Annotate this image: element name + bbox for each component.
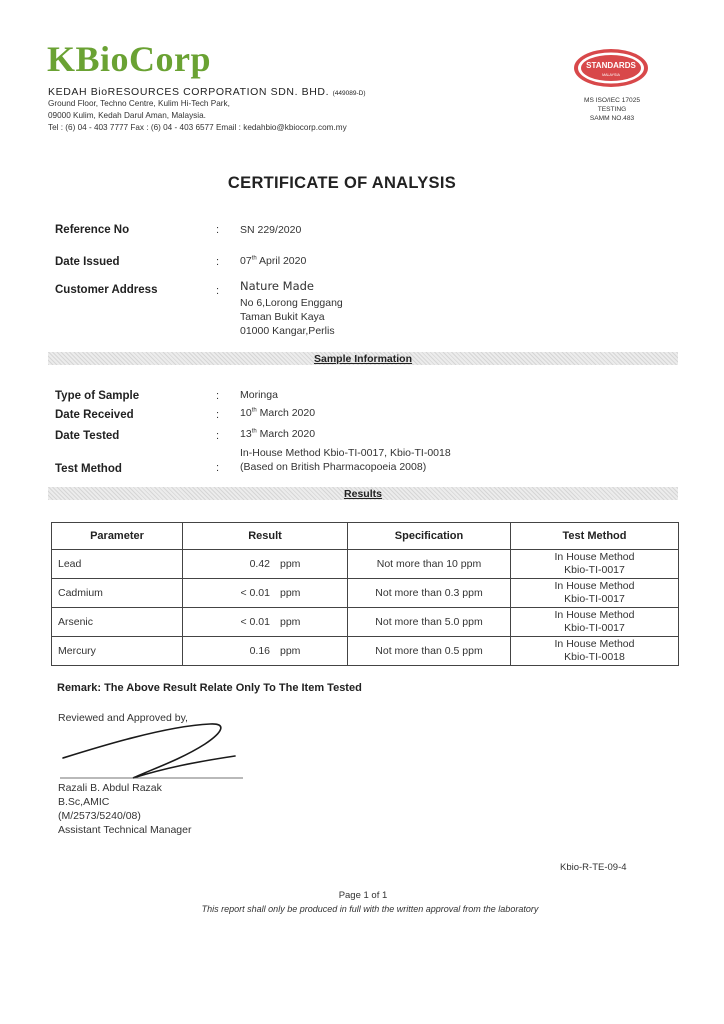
cell-test-method — [511, 579, 679, 608]
result-value: < 0.01 — [240, 587, 270, 599]
method-line-1: In House Method — [554, 638, 635, 650]
remark-text: Remark: The Above Result Relate Only To The Item Tested — [57, 682, 362, 694]
date-suffix: th — [251, 255, 257, 262]
address-line-1: Ground Floor, Techno Centre, Kulim Hi-Tech Park, — [48, 99, 230, 108]
page-number: Page 1 of 1 — [338, 890, 388, 901]
document-title: CERTIFICATE OF ANALYSIS — [227, 174, 457, 192]
cell-result — [183, 579, 348, 608]
result-unit: ppm — [280, 616, 301, 628]
customer-address-2: Taman Bukit Kaya — [240, 311, 325, 323]
standards-malaysia-seal — [573, 48, 649, 88]
date-issued-label: Date Issued — [55, 256, 120, 268]
cell-specification: Not more than 0.5 ppm — [348, 637, 511, 666]
colon: : — [216, 224, 220, 236]
table-header-row — [52, 523, 679, 550]
date-received-label: Date Received — [55, 409, 134, 421]
reference-label: Reference No — [55, 224, 130, 236]
cell-test-method — [511, 637, 679, 666]
signature — [55, 718, 250, 783]
date-tested-value — [240, 428, 315, 440]
method-line-2: Kbio-TI-0017 — [564, 622, 625, 634]
company-reg-number: (449089-D) — [332, 90, 366, 97]
date-suffix: th — [251, 428, 257, 435]
disclaimer: This report shall only be produced in full with the written approval from the laboratory — [201, 904, 539, 914]
approver-position: Assistant Technical Manager — [58, 824, 192, 836]
date-received-value — [240, 407, 315, 419]
cell-parameter: Mercury — [52, 637, 183, 666]
test-method-line-1: In-House Method Kbio-TI-0017, Kbio-TI-0018 — [240, 447, 451, 459]
address-line-2: 09000 Kulim, Kedah Darul Aman, Malaysia. — [48, 111, 206, 120]
header-parameter: Parameter — [52, 523, 183, 550]
date-day: 07 — [240, 255, 252, 267]
results-title: Results — [344, 488, 382, 500]
company-name — [48, 86, 366, 98]
colon: : — [216, 256, 220, 268]
method-line-1: In House Method — [554, 551, 635, 563]
accreditation-line-3: SAMM NO.483 — [589, 115, 635, 122]
method-line-2: Kbio-TI-0017 — [564, 593, 625, 605]
customer-address-3: 01000 Kangar,Perlis — [240, 325, 335, 337]
result-value: < 0.01 — [240, 616, 270, 628]
table-row — [52, 550, 679, 579]
result-value: 0.16 — [249, 645, 270, 657]
sample-type-label: Type of Sample — [55, 390, 140, 402]
header-specification: Specification — [348, 523, 511, 550]
cell-result — [183, 608, 348, 637]
sample-type-value: Moringa — [240, 389, 278, 401]
date-day: 13 — [240, 428, 252, 440]
colon: : — [216, 462, 220, 474]
cell-test-method — [511, 550, 679, 579]
cell-parameter: Arsenic — [52, 608, 183, 637]
method-line-2: Kbio-TI-0018 — [564, 651, 625, 663]
reviewed-by-label: Reviewed and Approved by, — [58, 712, 188, 724]
approver-qualification: B.Sc,AMIC — [58, 796, 110, 808]
result-unit: ppm — [280, 645, 301, 657]
test-method-label: Test Method — [55, 463, 122, 475]
cell-specification: Not more than 0.3 ppm — [348, 579, 511, 608]
header-result: Result — [183, 523, 348, 550]
company-name-text: KEDAH BioRESOURCES CORPORATION SDN. BHD. — [48, 86, 330, 98]
date-day: 10 — [240, 407, 252, 419]
method-line-1: In House Method — [554, 609, 635, 621]
colon: : — [216, 430, 220, 442]
date-issued-value — [240, 255, 306, 267]
colon: : — [216, 409, 220, 421]
seal-sub-text: MALAYSIA — [602, 73, 620, 77]
accreditation-line-2: TESTING — [597, 106, 627, 113]
date-tested-label: Date Tested — [55, 430, 120, 442]
date-rest: April 2020 — [256, 255, 307, 267]
form-code: Kbio-R-TE-09-4 — [560, 862, 627, 873]
cell-result — [183, 637, 348, 666]
sample-info-title: Sample Information — [313, 353, 412, 365]
date-rest: March 2020 — [256, 428, 316, 440]
cell-parameter: Cadmium — [52, 579, 183, 608]
cell-specification: Not more than 10 ppm — [348, 550, 511, 579]
seal-top-text: STANDARDS — [586, 61, 636, 70]
approver-registration: (M/2573/5240/08) — [58, 810, 141, 822]
date-suffix: th — [251, 407, 257, 414]
result-value: 0.42 — [249, 558, 270, 570]
cell-specification: Not more than 5.0 ppm — [348, 608, 511, 637]
results-table — [51, 522, 679, 666]
approver-name: Razali B. Abdul Razak — [58, 782, 162, 794]
cell-test-method — [511, 608, 679, 637]
colon: : — [216, 285, 220, 297]
cell-parameter: Lead — [52, 550, 183, 579]
reference-value: SN 229/2020 — [240, 224, 302, 236]
company-logo: KBioCorp — [47, 39, 212, 79]
customer-address-label: Customer Address — [55, 284, 158, 296]
header-test-method: Test Method — [511, 523, 679, 550]
accreditation-line-1: MS ISO/IEC 17025 — [583, 97, 641, 104]
result-unit: ppm — [280, 587, 301, 599]
method-line-2: Kbio-TI-0017 — [564, 564, 625, 576]
customer-name: Nature Made — [240, 279, 314, 293]
table-row — [52, 608, 679, 637]
colon: : — [216, 390, 220, 402]
test-method-line-2: (Based on British Pharmacopoeia 2008) — [240, 461, 427, 473]
date-rest: March 2020 — [256, 407, 316, 419]
method-line-1: In House Method — [554, 580, 635, 592]
result-unit: ppm — [280, 558, 301, 570]
customer-address-1: No 6,Lorong Enggang — [240, 297, 343, 309]
contact-line: Tel : (6) 04 - 403 7777 Fax : (6) 04 - 403 6577 Email : kedahbio@kbiocorp.com.my — [48, 123, 347, 132]
table-row — [52, 637, 679, 666]
table-row — [52, 579, 679, 608]
cell-result — [183, 550, 348, 579]
